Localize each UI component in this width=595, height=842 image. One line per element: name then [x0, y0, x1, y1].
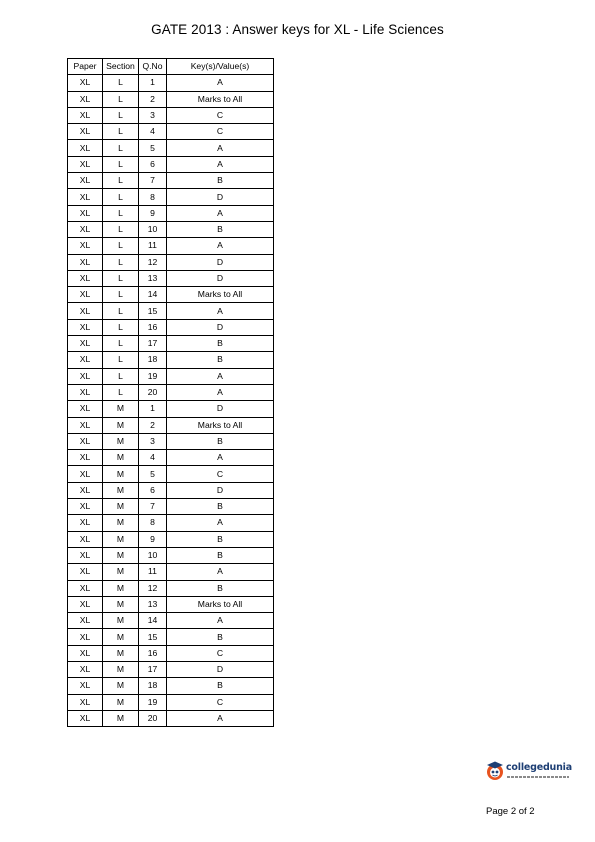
cell-qno: 8	[139, 515, 167, 531]
cell-qno: 11	[139, 564, 167, 580]
cell-qno: 1	[139, 75, 167, 91]
cell-key: A	[167, 303, 274, 319]
table-row	[68, 270, 274, 286]
table-row	[68, 352, 274, 368]
cell-qno: 8	[139, 189, 167, 205]
cell-section: M	[103, 466, 139, 482]
cell-paper: XL	[68, 287, 103, 303]
page-title: GATE 2013 : Answer keys for XL - Life Sciences	[151, 22, 444, 37]
cell-qno: 12	[139, 254, 167, 270]
cell-section: L	[103, 189, 139, 205]
cell-key: C	[167, 107, 274, 123]
cell-section: L	[103, 173, 139, 189]
table-row	[68, 580, 274, 596]
table-row	[68, 319, 274, 335]
cell-key: D	[167, 270, 274, 286]
cell-qno: 19	[139, 368, 167, 384]
cell-paper: XL	[68, 238, 103, 254]
cell-qno: 6	[139, 482, 167, 498]
cell-key: A	[167, 564, 274, 580]
cell-section: M	[103, 433, 139, 449]
cell-section: L	[103, 107, 139, 123]
cell-key: B	[167, 173, 274, 189]
cell-section: M	[103, 499, 139, 515]
table-row	[68, 238, 274, 254]
cell-key: B	[167, 678, 274, 694]
cell-key: B	[167, 336, 274, 352]
cell-section: M	[103, 645, 139, 661]
page-number: Page 2 of 2	[486, 806, 535, 817]
cell-qno: 9	[139, 531, 167, 547]
cell-section: L	[103, 254, 139, 270]
cell-qno: 2	[139, 417, 167, 433]
collegedunia-logo	[484, 760, 572, 786]
cell-paper: XL	[68, 352, 103, 368]
table-row	[68, 547, 274, 563]
cell-paper: XL	[68, 417, 103, 433]
cell-section: L	[103, 205, 139, 221]
cell-section: M	[103, 564, 139, 580]
cell-paper: XL	[68, 401, 103, 417]
cell-key: C	[167, 645, 274, 661]
cell-section: L	[103, 352, 139, 368]
cell-section: L	[103, 75, 139, 91]
cell-paper: XL	[68, 91, 103, 107]
table-row	[68, 417, 274, 433]
cell-key: A	[167, 75, 274, 91]
cell-qno: 9	[139, 205, 167, 221]
cell-paper: XL	[68, 124, 103, 140]
cell-paper: XL	[68, 270, 103, 286]
cell-qno: 3	[139, 107, 167, 123]
cell-qno: 7	[139, 173, 167, 189]
cell-key: B	[167, 580, 274, 596]
cell-key: B	[167, 629, 274, 645]
cell-key: B	[167, 499, 274, 515]
cell-key: C	[167, 124, 274, 140]
cell-section: M	[103, 596, 139, 612]
table-row	[68, 107, 274, 123]
cell-paper: XL	[68, 140, 103, 156]
table-row	[68, 287, 274, 303]
table-row	[68, 499, 274, 515]
cell-section: M	[103, 450, 139, 466]
cell-key: A	[167, 613, 274, 629]
cell-paper: XL	[68, 107, 103, 123]
cell-paper: XL	[68, 205, 103, 221]
cell-qno: 15	[139, 303, 167, 319]
cell-section: L	[103, 384, 139, 400]
cell-qno: 10	[139, 221, 167, 237]
cell-key: A	[167, 205, 274, 221]
cell-paper: XL	[68, 173, 103, 189]
cell-qno: 12	[139, 580, 167, 596]
cell-paper: XL	[68, 156, 103, 172]
table-row	[68, 661, 274, 677]
cell-paper: XL	[68, 645, 103, 661]
cell-key: A	[167, 156, 274, 172]
cell-section: L	[103, 91, 139, 107]
cell-paper: XL	[68, 482, 103, 498]
cell-section: L	[103, 287, 139, 303]
cell-qno: 7	[139, 499, 167, 515]
table-row	[68, 710, 274, 726]
table-row	[68, 189, 274, 205]
table-row	[68, 678, 274, 694]
cell-qno: 14	[139, 613, 167, 629]
cell-paper: XL	[68, 515, 103, 531]
cell-section: L	[103, 156, 139, 172]
cell-section: M	[103, 401, 139, 417]
cell-paper: XL	[68, 303, 103, 319]
cell-key: Marks to All	[167, 596, 274, 612]
cell-paper: XL	[68, 613, 103, 629]
table-row	[68, 205, 274, 221]
graduate-avatar-icon	[484, 760, 506, 782]
answer-key-table	[67, 58, 274, 727]
table-row	[68, 482, 274, 498]
cell-key: A	[167, 710, 274, 726]
cell-section: M	[103, 613, 139, 629]
cell-paper: XL	[68, 75, 103, 91]
cell-paper: XL	[68, 547, 103, 563]
table-row	[68, 254, 274, 270]
table-row	[68, 645, 274, 661]
cell-qno: 13	[139, 596, 167, 612]
table-row	[68, 384, 274, 400]
cell-section: L	[103, 221, 139, 237]
cell-section: L	[103, 303, 139, 319]
table-row	[68, 401, 274, 417]
cell-qno: 4	[139, 450, 167, 466]
cell-paper: XL	[68, 596, 103, 612]
cell-qno: 18	[139, 352, 167, 368]
cell-qno: 6	[139, 156, 167, 172]
cell-key: D	[167, 661, 274, 677]
table-row	[68, 336, 274, 352]
cell-qno: 5	[139, 466, 167, 482]
cell-key: B	[167, 531, 274, 547]
cell-paper: XL	[68, 336, 103, 352]
cell-qno: 2	[139, 91, 167, 107]
cell-paper: XL	[68, 564, 103, 580]
table-row	[68, 629, 274, 645]
table-row	[68, 694, 274, 710]
logo-tagline	[507, 776, 569, 778]
cell-paper: XL	[68, 694, 103, 710]
cell-paper: XL	[68, 433, 103, 449]
cell-qno: 18	[139, 678, 167, 694]
cell-key: D	[167, 189, 274, 205]
cell-section: M	[103, 531, 139, 547]
cell-paper: XL	[68, 710, 103, 726]
cell-section: M	[103, 710, 139, 726]
cell-paper: XL	[68, 319, 103, 335]
table-row	[68, 596, 274, 612]
cell-section: L	[103, 124, 139, 140]
cell-paper: XL	[68, 678, 103, 694]
cell-qno: 14	[139, 287, 167, 303]
table-row	[68, 368, 274, 384]
header-qno: Q.No	[139, 59, 167, 75]
table-row	[68, 433, 274, 449]
cell-qno: 1	[139, 401, 167, 417]
cell-qno: 16	[139, 319, 167, 335]
cell-key: B	[167, 547, 274, 563]
cell-section: M	[103, 661, 139, 677]
cell-qno: 3	[139, 433, 167, 449]
table-row	[68, 466, 274, 482]
cell-key: Marks to All	[167, 91, 274, 107]
cell-key: C	[167, 466, 274, 482]
cell-key: A	[167, 450, 274, 466]
header-key: Key(s)/Value(s)	[167, 59, 274, 75]
cell-key: A	[167, 384, 274, 400]
cell-qno: 10	[139, 547, 167, 563]
cell-key: Marks to All	[167, 417, 274, 433]
cell-key: D	[167, 254, 274, 270]
cell-section: L	[103, 270, 139, 286]
table-row	[68, 303, 274, 319]
cell-paper: XL	[68, 466, 103, 482]
cell-key: C	[167, 694, 274, 710]
cell-qno: 5	[139, 140, 167, 156]
cell-paper: XL	[68, 629, 103, 645]
cell-key: D	[167, 401, 274, 417]
cell-qno: 4	[139, 124, 167, 140]
cell-section: L	[103, 319, 139, 335]
header-paper: Paper	[68, 59, 103, 75]
cell-key: A	[167, 238, 274, 254]
cell-key: A	[167, 140, 274, 156]
cell-key: A	[167, 368, 274, 384]
cell-paper: XL	[68, 189, 103, 205]
cell-qno: 20	[139, 384, 167, 400]
table-row	[68, 613, 274, 629]
table-header-row	[68, 59, 274, 75]
cell-paper: XL	[68, 499, 103, 515]
cell-key: B	[167, 352, 274, 368]
logo-text: collegedunia	[506, 762, 572, 773]
cell-qno: 16	[139, 645, 167, 661]
table-row	[68, 221, 274, 237]
cell-paper: XL	[68, 661, 103, 677]
table-row	[68, 140, 274, 156]
cell-qno: 11	[139, 238, 167, 254]
cell-paper: XL	[68, 384, 103, 400]
cell-paper: XL	[68, 580, 103, 596]
cell-qno: 17	[139, 336, 167, 352]
cell-key: A	[167, 515, 274, 531]
table-row	[68, 450, 274, 466]
table-row	[68, 531, 274, 547]
cell-qno: 15	[139, 629, 167, 645]
table-row	[68, 156, 274, 172]
cell-section: M	[103, 417, 139, 433]
table-row	[68, 124, 274, 140]
cell-section: M	[103, 547, 139, 563]
cell-key: D	[167, 319, 274, 335]
cell-section: M	[103, 580, 139, 596]
cell-key: B	[167, 433, 274, 449]
cell-section: M	[103, 515, 139, 531]
cell-key: D	[167, 482, 274, 498]
cell-qno: 19	[139, 694, 167, 710]
table-row	[68, 515, 274, 531]
cell-section: L	[103, 336, 139, 352]
cell-paper: XL	[68, 221, 103, 237]
cell-section: M	[103, 482, 139, 498]
cell-section: L	[103, 238, 139, 254]
cell-qno: 20	[139, 710, 167, 726]
cell-section: M	[103, 694, 139, 710]
cell-key: Marks to All	[167, 287, 274, 303]
cell-paper: XL	[68, 531, 103, 547]
cell-paper: XL	[68, 254, 103, 270]
cell-paper: XL	[68, 368, 103, 384]
cell-section: M	[103, 629, 139, 645]
cell-qno: 17	[139, 661, 167, 677]
table-row	[68, 75, 274, 91]
cell-qno: 13	[139, 270, 167, 286]
table-row	[68, 173, 274, 189]
table-row	[68, 91, 274, 107]
cell-section: L	[103, 140, 139, 156]
cell-section: M	[103, 678, 139, 694]
table-row	[68, 564, 274, 580]
cell-key: B	[167, 221, 274, 237]
header-section: Section	[103, 59, 139, 75]
cell-paper: XL	[68, 450, 103, 466]
cell-section: L	[103, 368, 139, 384]
